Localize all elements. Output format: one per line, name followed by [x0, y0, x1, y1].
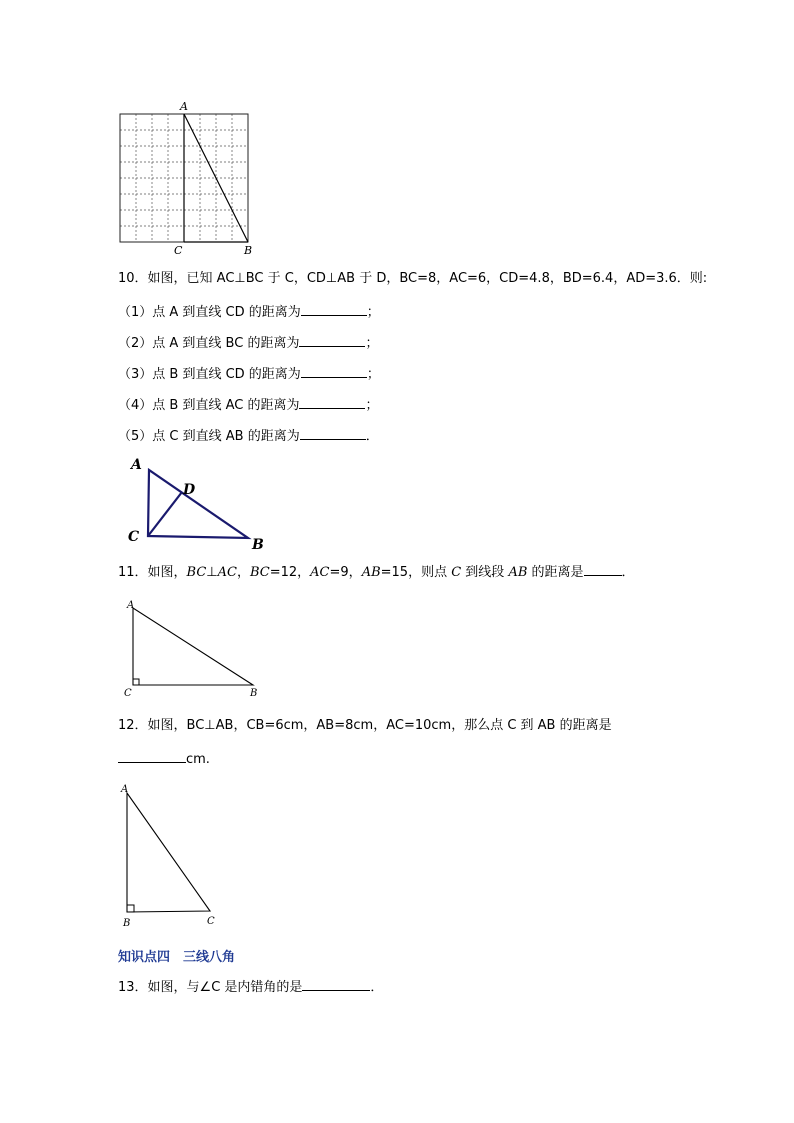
label-a: A — [127, 600, 135, 611]
section-heading: 知识点四 三线八角 — [118, 950, 236, 965]
label-a: A — [121, 784, 129, 795]
q13-text-content: 13．如图，与∠C 是内错角的是 — [118, 980, 303, 995]
var-c: C — [451, 565, 462, 580]
label-a: A — [131, 457, 142, 473]
label-b: B — [244, 244, 253, 257]
answer-blank[interactable] — [301, 301, 367, 316]
value-bc: =12， — [269, 565, 311, 580]
q10-intro — [118, 270, 707, 288]
var-ab: AB — [508, 565, 528, 580]
label-a: A — [180, 100, 188, 113]
q10-figure — [124, 452, 274, 552]
grid-figure — [110, 96, 260, 258]
q12-answer-line — [118, 748, 210, 769]
q10-item-text: （1）点 A 到直线 CD 的距离为 — [118, 305, 301, 320]
label-b: B — [252, 537, 264, 553]
triangle-abc — [127, 793, 210, 912]
q10-item-text: （3）点 B 到直线 CD 的距离为 — [118, 367, 301, 382]
q10-item-2 — [118, 332, 378, 353]
q11-text — [118, 561, 635, 582]
q12-text-content: 12．如图，BC⊥AB，CB=6cm，AB=8cm，AC=10cm，那么点 C 到 AB 的距离是 — [118, 718, 612, 733]
q11-figure — [120, 596, 270, 700]
segment-cd — [148, 492, 182, 536]
answer-blank[interactable] — [302, 976, 370, 991]
value-ac: =9， — [329, 565, 362, 580]
label-c: C — [207, 916, 215, 927]
label-b: B — [250, 688, 258, 699]
q10-item-end: ． — [365, 429, 379, 444]
q12-text — [118, 717, 612, 735]
var-ac: AC — [217, 565, 237, 580]
q10-item-4 — [118, 394, 378, 415]
q10-item-5 — [118, 425, 379, 446]
label-c: C — [124, 688, 132, 699]
label-b: B — [123, 918, 131, 929]
q11-end: ． — [621, 565, 635, 580]
q10-item-1 — [118, 301, 380, 322]
q10-item-text: （5）点 C 到直线 AB 的距离为 — [118, 429, 300, 444]
q10-item-3 — [118, 363, 380, 384]
var-ac: AC — [310, 565, 330, 580]
q13-text — [118, 976, 383, 997]
label-c: C — [174, 244, 183, 257]
q10-item-end: ； — [366, 305, 380, 320]
triangle-acb — [148, 470, 248, 538]
text-segment: 到线段 — [461, 565, 509, 580]
var-bc: BC — [249, 565, 270, 580]
q10-item-text: （2）点 A 到直线 BC 的距离为 — [118, 336, 300, 351]
answer-blank[interactable] — [118, 748, 186, 763]
q10-item-end: ； — [365, 336, 379, 351]
var-ab: AB — [361, 565, 381, 580]
answer-blank[interactable] — [300, 425, 366, 440]
label-d: D — [183, 482, 196, 498]
q10-item-text: （4）点 B 到直线 AC 的距离为 — [118, 398, 300, 413]
value-ab: =15，则点 — [380, 565, 452, 580]
q12-figure — [116, 780, 226, 930]
answer-blank[interactable] — [584, 561, 622, 576]
perp-symbol: ⊥ — [206, 565, 218, 580]
q11-prefix: 11．如图， — [118, 565, 187, 580]
comma: ， — [236, 565, 250, 580]
q10-item-end: ； — [366, 367, 380, 382]
label-c: C — [128, 529, 140, 545]
right-angle-mark — [133, 679, 139, 685]
q13-end: ． — [370, 980, 384, 995]
q10-intro-text: 10．如图，已知 AC⊥BC 于 C，CD⊥AB 于 D，BC=8，AC=6，CD=4.8，BD=6.4，AD=3.6．则: — [118, 271, 708, 286]
var-bc: BC — [186, 565, 207, 580]
triangle-acb — [133, 608, 253, 685]
q10-item-end: ； — [365, 398, 379, 413]
answer-blank[interactable] — [301, 363, 367, 378]
q12-unit: cm. — [186, 752, 210, 767]
text-distance: 的距离是 — [527, 565, 584, 580]
right-angle-mark — [127, 905, 134, 912]
answer-blank[interactable] — [299, 332, 365, 347]
answer-blank[interactable] — [299, 394, 365, 409]
